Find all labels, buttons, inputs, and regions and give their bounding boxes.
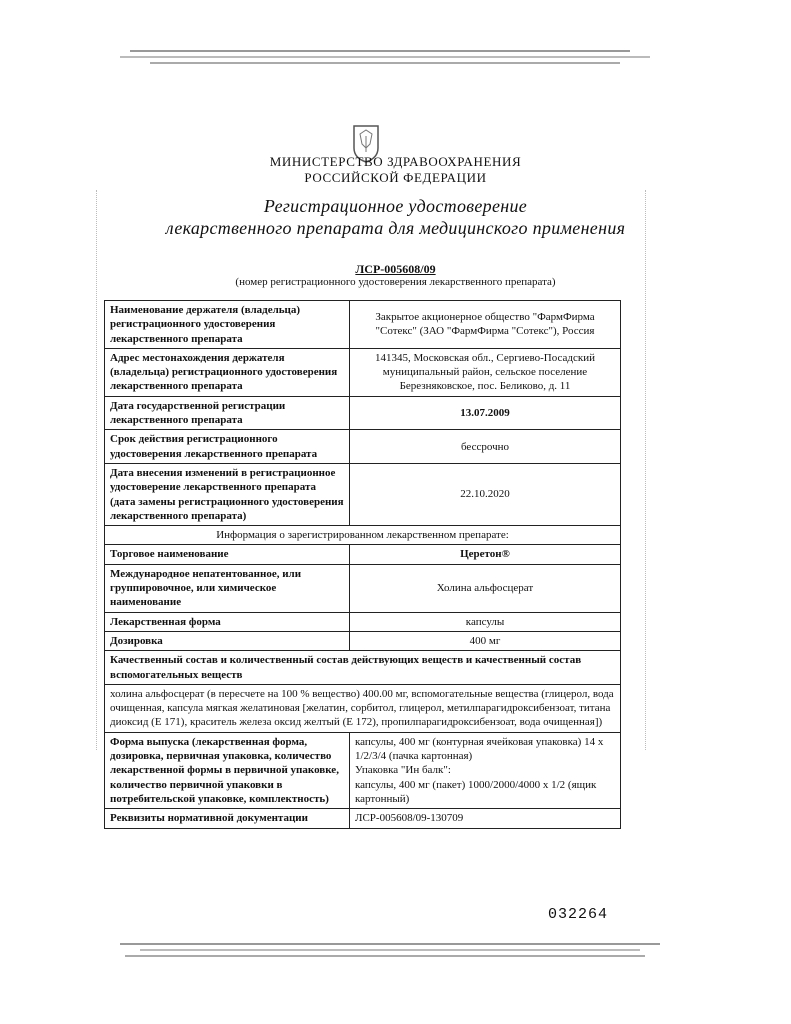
packaging-line3: капсулы, 400 мг (пакет) 1000/2000/4000 х 1/2 (ящик картонный) (355, 778, 597, 805)
normative-docs-label: Реквизиты нормативной документации (105, 809, 350, 828)
dosage-value: 400 мг (350, 631, 621, 650)
registration-number: ЛСР-005608/09 (355, 262, 436, 276)
ministry-name-line2: РОССИЙСКОЙ ФЕДЕРАЦИИ (304, 170, 487, 185)
holder-name-label: Наименование держателя (владельца) регистрационного удостоверения лекарственного препарата (105, 301, 350, 349)
table-row (105, 545, 621, 564)
composition-value: холина альфосцерат (в пересчете на 100 % вещество) 400.00 мг, вспомогательные вещества (глицерол, вода очищенная, капсула мягкая желатиновая [желатин, сорбитол, глицерол, метилпарагидроксибензоат, титана диоксид (Е 171), краситель железа оксид желтый (Е 172), пропилпарагидроксибензоат, вода очищенная]) (105, 684, 621, 732)
table-row (105, 651, 621, 685)
table-row (105, 301, 621, 349)
registration-table (104, 300, 621, 829)
table-row (105, 564, 621, 612)
table-row (105, 631, 621, 650)
table-row (105, 396, 621, 430)
holder-name-value: Закрытое акционерное общество "ФармФирма "Сотекс" (ЗАО "ФармФирма "Сотекс"), Россия (350, 301, 621, 349)
table-row (105, 612, 621, 631)
dosage-form-label: Лекарственная форма (105, 612, 350, 631)
registration-number-caption: (номер регистрационного удостоверения лекарственного препарата) (235, 276, 556, 288)
trade-name-label: Торговое наименование (105, 545, 350, 564)
validity-value: бессрочно (350, 430, 621, 464)
document-title-line2: лекарственного препарата для медицинского применения (165, 218, 626, 238)
registration-date-value: 13.07.2009 (350, 396, 621, 430)
table-row (105, 526, 621, 545)
table-row (105, 463, 621, 525)
document-serial-code: 032264 (548, 906, 609, 923)
packaging-value (350, 732, 621, 808)
trade-name-value: Церетон® (350, 545, 621, 564)
table-row (105, 809, 621, 828)
validity-label: Срок действия регистрационного удостоверения лекарственного препарата (105, 430, 350, 464)
change-date-value: 22.10.2020 (350, 463, 621, 525)
dosage-label: Дозировка (105, 631, 350, 650)
packaging-line1: капсулы, 400 мг (контурная ячейковая упаковка) 14 х 1/2/3/4 (пачка картонная) (355, 735, 604, 763)
table-row (105, 732, 621, 808)
registration-date-label: Дата государственной регистрации лекарственного препарата (105, 396, 350, 430)
normative-docs-value: ЛСР-005608/09-130709 (350, 809, 621, 828)
inn-value: Холина альфосцерат (350, 564, 621, 612)
document-title-line1: Регистрационное удостоверение (263, 196, 528, 216)
holder-address-label: Адрес местонахождения держателя (владельца) регистрационного удостоверения лекарственного препарата (105, 348, 350, 396)
packaging-label: Форма выпуска (лекарственная форма, дозировка, первичная упаковка, количество лекарственной формы в первичной упаковке, количество первичной упаковки в потребительской упаковке, комплектность) (105, 732, 350, 808)
packaging-line2: Упаковка "Ин балк": (355, 764, 451, 777)
scan-noise-top (120, 46, 660, 68)
composition-label: Качественный состав и количественный состав действующих веществ и качественный состав вспомогательных веществ (105, 651, 621, 685)
scan-noise-bottom (120, 940, 660, 962)
dosage-form-value: капсулы (350, 612, 621, 631)
drug-section-title: Информация о зарегистрированном лекарственном препарате: (105, 526, 621, 545)
table-row (105, 684, 621, 732)
holder-address-value: 141345, Московская обл., Сергиево-Посадский муниципальный район, сельское поселение Березняковское, пос. Беликово, д. 11 (350, 348, 621, 396)
inn-label: Международное непатентованное, или группировочное, или химическое наименование (105, 564, 350, 612)
table-row (105, 348, 621, 396)
table-row (105, 430, 621, 464)
ministry-name-line1: МИНИСТЕРСТВО ЗДРАВООХРАНЕНИЯ (269, 154, 522, 169)
change-date-label: Дата внесения изменений в регистрационное удостоверение лекарственного препарата (дата замены регистрационного удостоверения лекарственного препарата) (105, 463, 350, 525)
